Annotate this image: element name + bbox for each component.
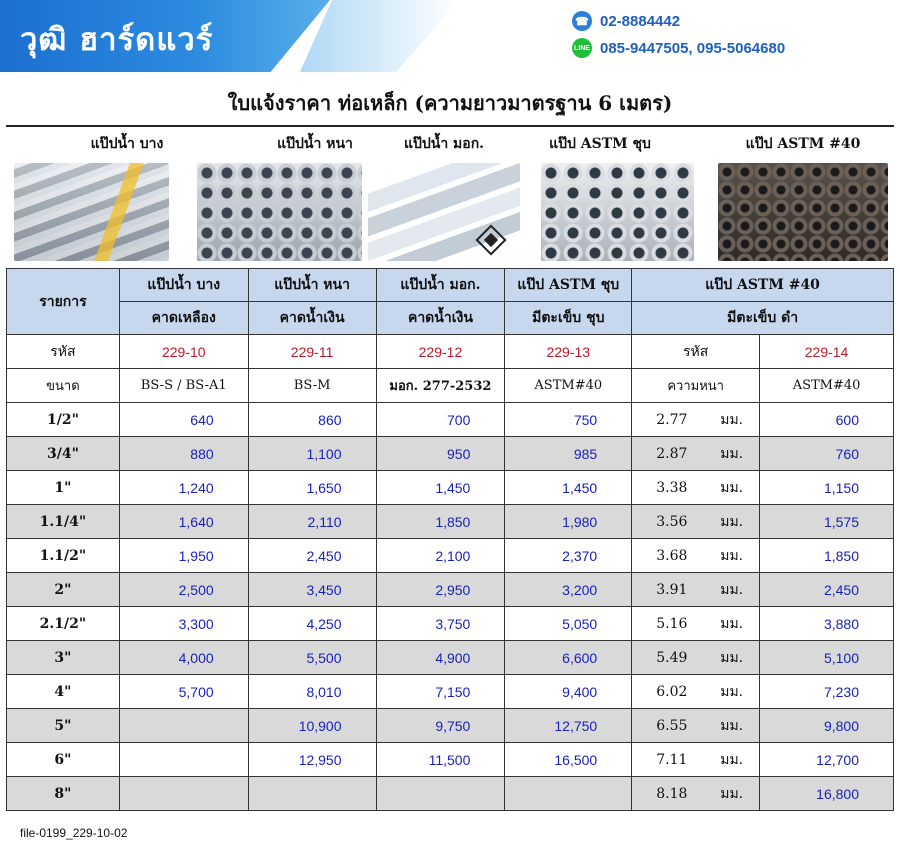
price-cell: 5,500 xyxy=(248,641,376,675)
size-spec: ASTM#40 xyxy=(760,369,894,403)
column-header: แป๊ปน้ำ มอก. xyxy=(376,269,505,302)
thickness-cell xyxy=(632,607,760,641)
column-subheader: คาดเหลือง xyxy=(119,302,248,335)
product-astm-40 xyxy=(728,132,878,156)
code-label: รหัส xyxy=(632,335,760,369)
thickness-cell xyxy=(632,403,760,437)
price-cell: 2,450 xyxy=(248,539,376,573)
thickness-cell xyxy=(632,539,760,573)
thickness-unit: มม. xyxy=(720,649,744,666)
product-label: แป๊ป ASTM #40 xyxy=(745,136,861,152)
price-cell: 700 xyxy=(376,403,505,437)
file-code: file-0199_229-10-02 xyxy=(20,826,128,840)
thickness-value: 6.02 xyxy=(656,683,688,700)
thickness-unit: มม. xyxy=(720,547,744,564)
code-row xyxy=(7,335,894,369)
column-subheader: มีตะเข็บ ชุบ xyxy=(505,302,632,335)
price-cell: 3,450 xyxy=(248,573,376,607)
thickness-value: 3.91 xyxy=(656,581,688,598)
size-spec-row xyxy=(7,369,894,403)
price-cell xyxy=(376,777,505,811)
yellow-stripe xyxy=(94,163,144,261)
price-cell: 12,700 xyxy=(760,743,894,777)
price-cell: 1,850 xyxy=(760,539,894,573)
thickness-value: 3.56 xyxy=(656,513,688,530)
product-label: แป๊ปน้ำ มอก. xyxy=(403,136,485,152)
table-header-row xyxy=(7,269,894,302)
price-cell: 950 xyxy=(376,437,505,471)
price-cell: 1,980 xyxy=(505,505,632,539)
brand-name: วุฒิ ฮาร์ดแวร์ xyxy=(20,22,214,58)
thickness-value: 5.49 xyxy=(656,649,688,666)
table-row xyxy=(7,675,894,709)
price-cell: 11,500 xyxy=(376,743,505,777)
product-tis-water-pipe xyxy=(384,132,504,156)
price-cell: 5,700 xyxy=(119,675,248,709)
pipe-size: 1" xyxy=(7,471,120,505)
price-cell: 600 xyxy=(760,403,894,437)
thickness-cell xyxy=(632,675,760,709)
code-label: รหัส xyxy=(7,335,120,369)
astm-galvanized-photo xyxy=(541,163,694,261)
product-label: แป๊ปน้ำ บาง xyxy=(90,136,164,152)
thickness-cell xyxy=(632,505,760,539)
price-cell: 640 xyxy=(119,403,248,437)
price-cell: 1,100 xyxy=(248,437,376,471)
price-cell: 1,950 xyxy=(119,539,248,573)
price-cell: 1,640 xyxy=(119,505,248,539)
size-spec: ASTM#40 xyxy=(505,369,632,403)
thickness-unit: มม. xyxy=(720,513,744,530)
thickness-value: 2.87 xyxy=(656,445,688,462)
price-cell xyxy=(119,743,248,777)
price-cell: 3,200 xyxy=(505,573,632,607)
column-subheader: มีตะเข็บ ดำ xyxy=(632,302,894,335)
tis-mark-icon xyxy=(475,224,506,255)
price-cell: 5,100 xyxy=(760,641,894,675)
pipe-size: 1.1/2" xyxy=(7,539,120,573)
pipe-size: 5" xyxy=(7,709,120,743)
table-row xyxy=(7,743,894,777)
price-cell: 8,010 xyxy=(248,675,376,709)
table-row xyxy=(7,709,894,743)
thickness-label: ความหนา xyxy=(632,369,760,403)
table-row xyxy=(7,403,894,437)
table-subheader-row xyxy=(7,302,894,335)
thickness-unit: มม. xyxy=(720,683,744,700)
price-cell: 2,100 xyxy=(376,539,505,573)
price-cell xyxy=(119,777,248,811)
price-cell: 750 xyxy=(505,403,632,437)
thickness-unit: มม. xyxy=(720,615,744,632)
product-code: 229-10 xyxy=(119,335,248,369)
price-cell: 880 xyxy=(119,437,248,471)
price-cell: 860 xyxy=(248,403,376,437)
price-cell: 2,110 xyxy=(248,505,376,539)
product-astm-galvanized xyxy=(520,132,680,156)
price-cell: 6,600 xyxy=(505,641,632,675)
line-numbers: 085-9447505, 095-5064680 xyxy=(600,39,786,57)
price-cell: 2,450 xyxy=(760,573,894,607)
price-cell: 16,800 xyxy=(760,777,894,811)
product-thin-water-pipe xyxy=(52,132,202,156)
pipe-size: 1.1/4" xyxy=(7,505,120,539)
thickness-cell xyxy=(632,743,760,777)
table-row xyxy=(7,607,894,641)
price-cell xyxy=(505,777,632,811)
item-header: รายการ xyxy=(7,269,120,335)
column-header: แป๊ปน้ำ บาง xyxy=(119,269,248,302)
price-cell: 2,950 xyxy=(376,573,505,607)
contact-phone[interactable] xyxy=(572,11,680,31)
table-row xyxy=(7,505,894,539)
thickness-cell xyxy=(632,777,760,811)
thickness-cell xyxy=(632,709,760,743)
product-label: แป๊ป ASTM ชุบ xyxy=(549,136,651,152)
thickness-unit: มม. xyxy=(720,445,744,462)
price-cell xyxy=(119,709,248,743)
price-cell: 4,900 xyxy=(376,641,505,675)
size-spec: มอก. 277-2532 xyxy=(376,369,505,403)
price-cell: 1,850 xyxy=(376,505,505,539)
price-cell: 12,950 xyxy=(248,743,376,777)
thickness-unit: มม. xyxy=(720,411,744,428)
price-cell: 7,230 xyxy=(760,675,894,709)
thickness-cell xyxy=(632,437,760,471)
product-code: 229-13 xyxy=(505,335,632,369)
astm-40-photo xyxy=(718,163,888,261)
column-subheader: คาดน้ำเงิน xyxy=(248,302,376,335)
price-cell: 2,370 xyxy=(505,539,632,573)
document-title: ใบแจ้งราคา ท่อเหล็ก (ความยาวมาตรฐาน 6 เมตร) xyxy=(227,91,673,115)
column-header: แป๊ป ASTM #40 xyxy=(632,269,894,302)
product-code: 229-11 xyxy=(248,335,376,369)
size-spec: BS-S / BS-A1 xyxy=(119,369,248,403)
contact-line[interactable] xyxy=(572,38,785,58)
line-app-icon: LINE xyxy=(572,38,592,58)
price-cell: 3,750 xyxy=(376,607,505,641)
thickness-value: 7.11 xyxy=(656,751,688,768)
pipe-size: 1/2" xyxy=(7,403,120,437)
price-cell: 7,150 xyxy=(376,675,505,709)
price-cell: 12,750 xyxy=(505,709,632,743)
price-cell xyxy=(248,777,376,811)
column-header: แป๊ป ASTM ชุบ xyxy=(505,269,632,302)
pipe-size: 3" xyxy=(7,641,120,675)
price-cell: 3,880 xyxy=(760,607,894,641)
thickness-value: 6.55 xyxy=(656,717,688,734)
thickness-cell xyxy=(632,573,760,607)
table-row xyxy=(7,641,894,675)
price-cell: 1,450 xyxy=(505,471,632,505)
tis-pipe-photo xyxy=(368,163,520,261)
pipe-size: 2.1/2" xyxy=(7,607,120,641)
pipe-size: 3/4" xyxy=(7,437,120,471)
phone-icon: ☎ xyxy=(572,11,592,31)
price-cell: 10,900 xyxy=(248,709,376,743)
price-table xyxy=(6,268,894,811)
product-label: แป๊ปน้ำ หนา xyxy=(277,136,353,152)
price-cell: 3,300 xyxy=(119,607,248,641)
table-row xyxy=(7,471,894,505)
price-cell: 1,150 xyxy=(760,471,894,505)
price-cell: 4,250 xyxy=(248,607,376,641)
product-code: 229-14 xyxy=(760,335,894,369)
thickness-value: 5.16 xyxy=(656,615,688,632)
price-cell: 9,750 xyxy=(376,709,505,743)
thickness-value: 8.18 xyxy=(656,785,688,802)
product-thick-water-pipe xyxy=(240,132,390,156)
table-row xyxy=(7,573,894,607)
brand-banner-accent xyxy=(300,0,460,72)
thickness-unit: มม. xyxy=(720,581,744,598)
price-cell: 9,400 xyxy=(505,675,632,709)
price-cell: 16,500 xyxy=(505,743,632,777)
table-row xyxy=(7,437,894,471)
pipe-size: 2" xyxy=(7,573,120,607)
price-cell: 9,800 xyxy=(760,709,894,743)
thickness-value: 2.77 xyxy=(656,411,688,428)
thickness-unit: มม. xyxy=(720,785,744,802)
thick-pipe-photo xyxy=(197,163,362,261)
price-cell: 760 xyxy=(760,437,894,471)
thickness-unit: มม. xyxy=(720,751,744,768)
title-divider xyxy=(6,125,894,127)
pipe-size: 4" xyxy=(7,675,120,709)
phone-number: 02-8884442 xyxy=(600,12,681,30)
pipe-size: 6" xyxy=(7,743,120,777)
table-row xyxy=(7,539,894,573)
thickness-cell xyxy=(632,471,760,505)
price-rows xyxy=(7,403,894,811)
thickness-unit: มม. xyxy=(720,717,744,734)
thickness-unit: มม. xyxy=(720,479,744,496)
pipe-size: 8" xyxy=(7,777,120,811)
table-row xyxy=(7,777,894,811)
column-subheader: คาดน้ำเงิน xyxy=(376,302,505,335)
thin-pipe-photo xyxy=(14,163,169,261)
price-cell: 1,575 xyxy=(760,505,894,539)
size-spec: BS-M xyxy=(248,369,376,403)
column-header: แป๊ปน้ำ หนา xyxy=(248,269,376,302)
price-cell: 5,050 xyxy=(505,607,632,641)
price-cell: 1,240 xyxy=(119,471,248,505)
thickness-value: 3.68 xyxy=(656,547,688,564)
price-cell: 1,650 xyxy=(248,471,376,505)
price-cell: 4,000 xyxy=(119,641,248,675)
price-cell: 985 xyxy=(505,437,632,471)
price-cell: 2,500 xyxy=(119,573,248,607)
thickness-cell xyxy=(632,641,760,675)
size-label: ขนาด xyxy=(7,369,120,403)
price-cell: 1,450 xyxy=(376,471,505,505)
thickness-value: 3.38 xyxy=(656,479,688,496)
product-code: 229-12 xyxy=(376,335,505,369)
